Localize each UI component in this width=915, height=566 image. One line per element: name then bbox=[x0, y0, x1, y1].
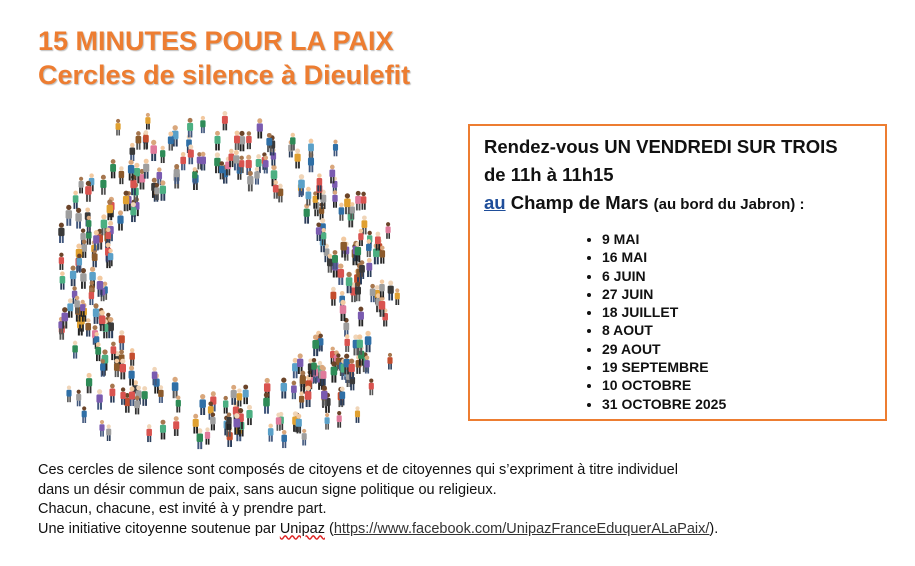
person-icon bbox=[129, 366, 135, 386]
person-icon bbox=[205, 427, 210, 444]
person-icon bbox=[62, 307, 69, 328]
person-icon bbox=[369, 379, 374, 396]
person-icon bbox=[188, 144, 194, 164]
person-icon bbox=[223, 396, 228, 414]
person-icon bbox=[299, 391, 304, 408]
person-icon bbox=[340, 237, 346, 258]
list-item: • 29 AOUT bbox=[602, 340, 726, 358]
schedule-headline: Rendez-vous UN VENDREDI SUR TROIS bbox=[484, 136, 838, 157]
person-icon bbox=[96, 389, 102, 410]
person-icon bbox=[143, 159, 149, 179]
person-icon bbox=[366, 239, 372, 257]
list-item: • 6 JUIN bbox=[602, 267, 726, 285]
person-icon bbox=[142, 386, 148, 406]
person-icon bbox=[73, 191, 79, 209]
person-icon bbox=[160, 420, 166, 440]
person-icon bbox=[93, 303, 99, 324]
person-icon bbox=[366, 258, 372, 277]
person-icon bbox=[123, 191, 129, 212]
person-icon bbox=[312, 335, 319, 357]
description-line-1: Ces cercles de silence sont composés de citoyens et de citoyennes qui s’expriment à titre individuel bbox=[38, 462, 678, 478]
person-icon bbox=[79, 177, 84, 194]
person-icon bbox=[119, 330, 125, 350]
person-icon bbox=[85, 181, 91, 202]
list-item: • 9 MAI bbox=[602, 230, 726, 248]
person-icon bbox=[330, 287, 336, 306]
person-icon bbox=[160, 146, 165, 163]
person-icon bbox=[346, 272, 353, 293]
person-icon bbox=[143, 130, 149, 149]
description-line-3: Chacun, chacune, est invité à y prendre part. bbox=[38, 501, 327, 517]
person-icon bbox=[75, 208, 81, 229]
person-icon bbox=[106, 424, 111, 441]
person-icon bbox=[59, 253, 64, 270]
location-detail: (au bord du Jabron) : bbox=[653, 196, 805, 213]
person-icon bbox=[200, 152, 206, 171]
person-icon bbox=[291, 381, 297, 400]
person-icon bbox=[116, 119, 121, 136]
person-icon bbox=[243, 385, 249, 405]
person-icon bbox=[114, 359, 120, 378]
person-icon bbox=[387, 353, 392, 370]
person-icon bbox=[302, 429, 307, 446]
person-icon bbox=[295, 148, 301, 168]
person-icon bbox=[247, 171, 253, 192]
person-icon bbox=[257, 118, 263, 138]
crowd-circle-icon bbox=[50, 108, 406, 454]
person-icon bbox=[199, 394, 205, 415]
person-icon bbox=[281, 378, 287, 399]
person-icon bbox=[160, 180, 166, 200]
title-line-1: 15 MINUTES POUR LA PAIX bbox=[38, 26, 394, 56]
person-icon bbox=[321, 385, 327, 406]
person-icon bbox=[130, 202, 136, 222]
person-icon bbox=[89, 287, 94, 305]
person-icon bbox=[365, 331, 372, 352]
description-line-2: dans un désir commun de paix, sans aucun signe politique ou religieux. bbox=[38, 481, 497, 498]
location-place: Champ de Mars bbox=[505, 192, 654, 213]
person-icon bbox=[306, 187, 312, 206]
person-icon bbox=[361, 192, 367, 210]
person-icon bbox=[120, 359, 126, 380]
person-icon bbox=[210, 412, 216, 430]
location-prefix: au bbox=[484, 192, 506, 213]
person-icon bbox=[70, 265, 76, 286]
person-icon bbox=[107, 317, 114, 338]
person-icon bbox=[99, 420, 104, 437]
person-icon bbox=[327, 254, 333, 273]
schedule-location bbox=[484, 192, 804, 214]
person-icon bbox=[246, 405, 252, 425]
person-icon bbox=[200, 116, 205, 133]
person-icon bbox=[379, 279, 385, 297]
person-icon bbox=[316, 222, 322, 241]
person-icon bbox=[331, 361, 338, 382]
schedule-box bbox=[468, 124, 887, 421]
person-icon bbox=[246, 131, 252, 149]
person-icon bbox=[263, 392, 270, 413]
person-icon bbox=[344, 334, 349, 352]
person-icon bbox=[263, 156, 269, 174]
person-icon bbox=[58, 223, 64, 243]
person-icon bbox=[120, 387, 125, 404]
page-title bbox=[38, 24, 410, 92]
support-text: Une initiative citoyenne soutenue par bbox=[38, 520, 280, 537]
list-item: • 16 MAI bbox=[602, 248, 726, 266]
list-item: • 8 AOUT bbox=[602, 321, 726, 339]
person-icon bbox=[395, 288, 400, 305]
person-icon bbox=[76, 390, 81, 407]
person-icon bbox=[134, 396, 140, 415]
person-icon bbox=[254, 167, 259, 185]
person-icon bbox=[187, 118, 193, 138]
person-icon bbox=[82, 406, 87, 423]
description bbox=[38, 461, 718, 539]
person-icon bbox=[370, 284, 376, 302]
person-icon bbox=[60, 271, 66, 289]
person-icon bbox=[130, 143, 136, 161]
person-icon bbox=[358, 229, 363, 246]
person-icon bbox=[358, 307, 364, 327]
list-item: • 27 JUIN bbox=[602, 285, 726, 303]
list-item: • 10 OCTOBRE bbox=[602, 376, 726, 394]
title-line-2: Cercles de silence à Dieulefit bbox=[38, 60, 411, 90]
person-icon bbox=[273, 180, 279, 199]
person-icon bbox=[325, 413, 330, 430]
person-icon bbox=[338, 264, 345, 285]
person-icon bbox=[72, 341, 78, 359]
person-icon bbox=[180, 152, 186, 170]
person-icon bbox=[95, 342, 101, 361]
person-icon bbox=[305, 386, 312, 407]
list-item: • 19 SEPTEMBRE bbox=[602, 358, 726, 376]
list-item: • 31 OCTOBRE 2025 bbox=[602, 395, 726, 413]
person-icon bbox=[379, 296, 386, 317]
facebook-link[interactable]: https://www.facebook.com/UnipazFranceEduquerALaPaix/ bbox=[333, 520, 710, 537]
person-icon bbox=[380, 246, 386, 264]
person-icon bbox=[234, 131, 240, 150]
person-icon bbox=[281, 430, 287, 448]
schedule-time: de 11h à 11h15 bbox=[484, 164, 614, 185]
person-icon bbox=[268, 424, 274, 442]
person-icon bbox=[145, 113, 150, 130]
person-icon bbox=[266, 133, 272, 152]
person-icon bbox=[117, 210, 123, 230]
person-icon bbox=[329, 165, 335, 184]
person-icon bbox=[66, 386, 71, 403]
person-icon bbox=[355, 191, 361, 211]
person-icon bbox=[219, 161, 225, 179]
paren-open: ( bbox=[324, 520, 334, 537]
person-icon bbox=[158, 385, 163, 403]
person-icon bbox=[339, 203, 345, 221]
person-icon bbox=[100, 175, 106, 195]
person-icon bbox=[276, 413, 282, 431]
person-icon bbox=[172, 377, 179, 398]
person-icon bbox=[214, 131, 220, 151]
paren-close: ). bbox=[709, 520, 719, 537]
description-line-4 bbox=[38, 520, 718, 540]
person-icon bbox=[233, 150, 239, 170]
person-icon bbox=[119, 166, 125, 184]
person-icon bbox=[386, 222, 391, 239]
org-name: Unipaz bbox=[279, 520, 325, 537]
person-icon bbox=[92, 249, 98, 268]
person-icon bbox=[355, 282, 361, 302]
person-icon bbox=[176, 395, 181, 412]
person-icon bbox=[355, 406, 360, 423]
person-icon bbox=[237, 388, 243, 406]
dates-list bbox=[578, 230, 726, 413]
person-icon bbox=[146, 424, 152, 442]
person-icon bbox=[67, 298, 73, 317]
person-icon bbox=[304, 203, 310, 223]
person-icon bbox=[86, 373, 92, 393]
person-icon bbox=[168, 131, 174, 150]
person-icon bbox=[66, 205, 72, 226]
person-icon bbox=[333, 140, 338, 157]
person-icon bbox=[300, 371, 306, 391]
person-icon bbox=[110, 159, 116, 178]
person-icon bbox=[340, 300, 347, 321]
person-icon bbox=[99, 310, 105, 331]
person-icon bbox=[136, 131, 142, 150]
person-icon bbox=[388, 280, 394, 300]
person-icon bbox=[231, 385, 237, 405]
person-icon bbox=[193, 414, 199, 434]
list-item: • 18 JUILLET bbox=[602, 303, 726, 321]
person-icon bbox=[109, 384, 115, 403]
person-icon bbox=[111, 342, 117, 361]
person-icon bbox=[332, 190, 337, 207]
person-icon bbox=[150, 140, 157, 161]
person-icon bbox=[173, 416, 179, 436]
person-icon bbox=[337, 411, 342, 428]
person-icon bbox=[129, 386, 135, 406]
person-icon bbox=[222, 111, 228, 130]
person-icon bbox=[129, 348, 134, 366]
